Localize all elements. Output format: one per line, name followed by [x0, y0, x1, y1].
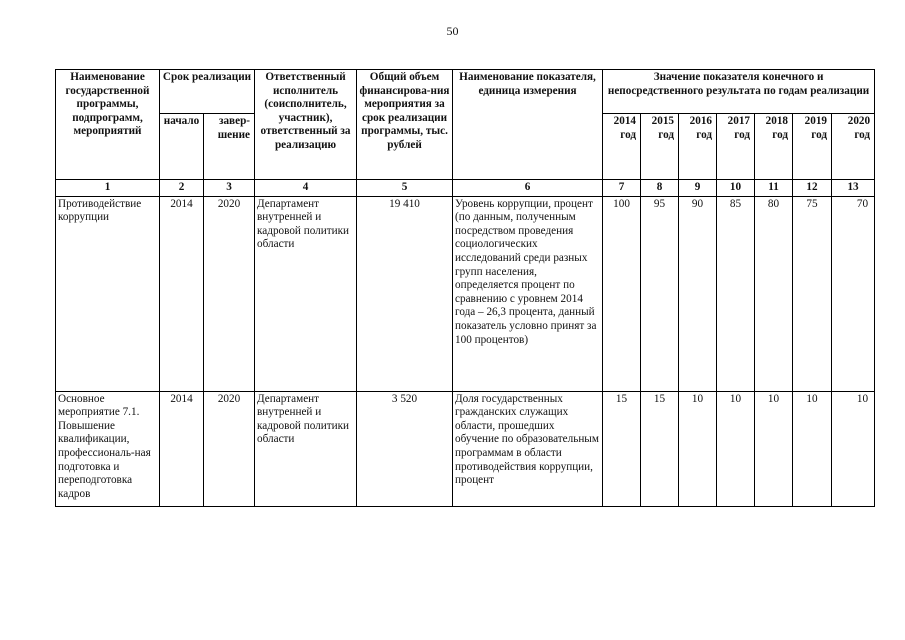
header-funding: Общий объем финансирова-ния мероприятия за срок реализации программы, тыс. рублей	[357, 70, 453, 180]
header-executor: Ответственный исполнитель (соисполнитель, участник), ответственный за реализацию	[255, 70, 357, 180]
column-number: 9	[679, 180, 717, 197]
row-value: 10	[832, 391, 875, 506]
row-value: 80	[755, 196, 793, 391]
column-number: 3	[204, 180, 255, 197]
header-year: 2016 год	[679, 114, 717, 180]
header-year: 2014 год	[603, 114, 641, 180]
row-value: 10	[679, 391, 717, 506]
header-year: 2015 год	[641, 114, 679, 180]
program-indicators-table	[55, 69, 875, 507]
row-end-year: 2020	[204, 196, 255, 391]
row-indicator: Уровень коррупции, процент (по данным, полученным посредством проведения социологических исследований среди разных групп населения, определяется процент по сравнению с уровнем 2014 года – 26,3 процента, данный показатель условно принят за 100 процентов)	[453, 196, 603, 391]
header-year: 2018 год	[755, 114, 793, 180]
row-value: 75	[793, 196, 832, 391]
row-indicator: Доля государственных гражданских служащих области, прошедших обучение по образовательным программам в области противодействия коррупции, процент	[453, 391, 603, 506]
row-value: 100	[603, 196, 641, 391]
column-number: 1	[56, 180, 160, 197]
row-value: 10	[755, 391, 793, 506]
column-number: 6	[453, 180, 603, 197]
row-start-year: 2014	[160, 196, 204, 391]
page-number: 50	[446, 24, 459, 38]
header-indicator: Наименование показателя, единица измерения	[453, 70, 603, 180]
row-executor: Департамент внутренней и кадровой политики области	[255, 196, 357, 391]
header-year: 2019 год	[793, 114, 832, 180]
row-value: 10	[717, 391, 755, 506]
row-value: 70	[832, 196, 875, 391]
row-funding: 19 410	[357, 196, 453, 391]
row-program-name: Основное мероприятие 7.1. Повышение квалификации, профессиональ-ная подготовка и переподготовка кадров	[56, 391, 160, 506]
column-number: 8	[641, 180, 679, 197]
header-row	[56, 70, 875, 114]
column-number-row	[56, 180, 875, 197]
header-period-start: начало	[160, 114, 204, 180]
column-number: 11	[755, 180, 793, 197]
column-number: 5	[357, 180, 453, 197]
row-program-name: Противодействие коррупции	[56, 196, 160, 391]
row-value: 10	[793, 391, 832, 506]
column-number: 13	[832, 180, 875, 197]
header-period: Срок реализации	[160, 70, 255, 114]
column-number: 2	[160, 180, 204, 197]
row-start-year: 2014	[160, 391, 204, 506]
column-number: 7	[603, 180, 641, 197]
row-executor: Департамент внутренней и кадровой политики области	[255, 391, 357, 506]
header-program-name: Наименование государственной программы, подпрограмм, мероприятий	[56, 70, 160, 180]
column-number: 12	[793, 180, 832, 197]
table-row	[56, 196, 875, 391]
row-value: 95	[641, 196, 679, 391]
header-values-group: Значение показателя конечного и непосредственного результата по годам реализации	[603, 70, 875, 114]
header-period-end: завер-шение	[204, 114, 255, 180]
row-end-year: 2020	[204, 391, 255, 506]
row-value: 15	[603, 391, 641, 506]
row-funding: 3 520	[357, 391, 453, 506]
header-year: 2017 год	[717, 114, 755, 180]
table-row	[56, 391, 875, 506]
row-value: 85	[717, 196, 755, 391]
header-year: 2020 год	[832, 114, 875, 180]
column-number: 10	[717, 180, 755, 197]
column-number: 4	[255, 180, 357, 197]
row-value: 15	[641, 391, 679, 506]
row-value: 90	[679, 196, 717, 391]
